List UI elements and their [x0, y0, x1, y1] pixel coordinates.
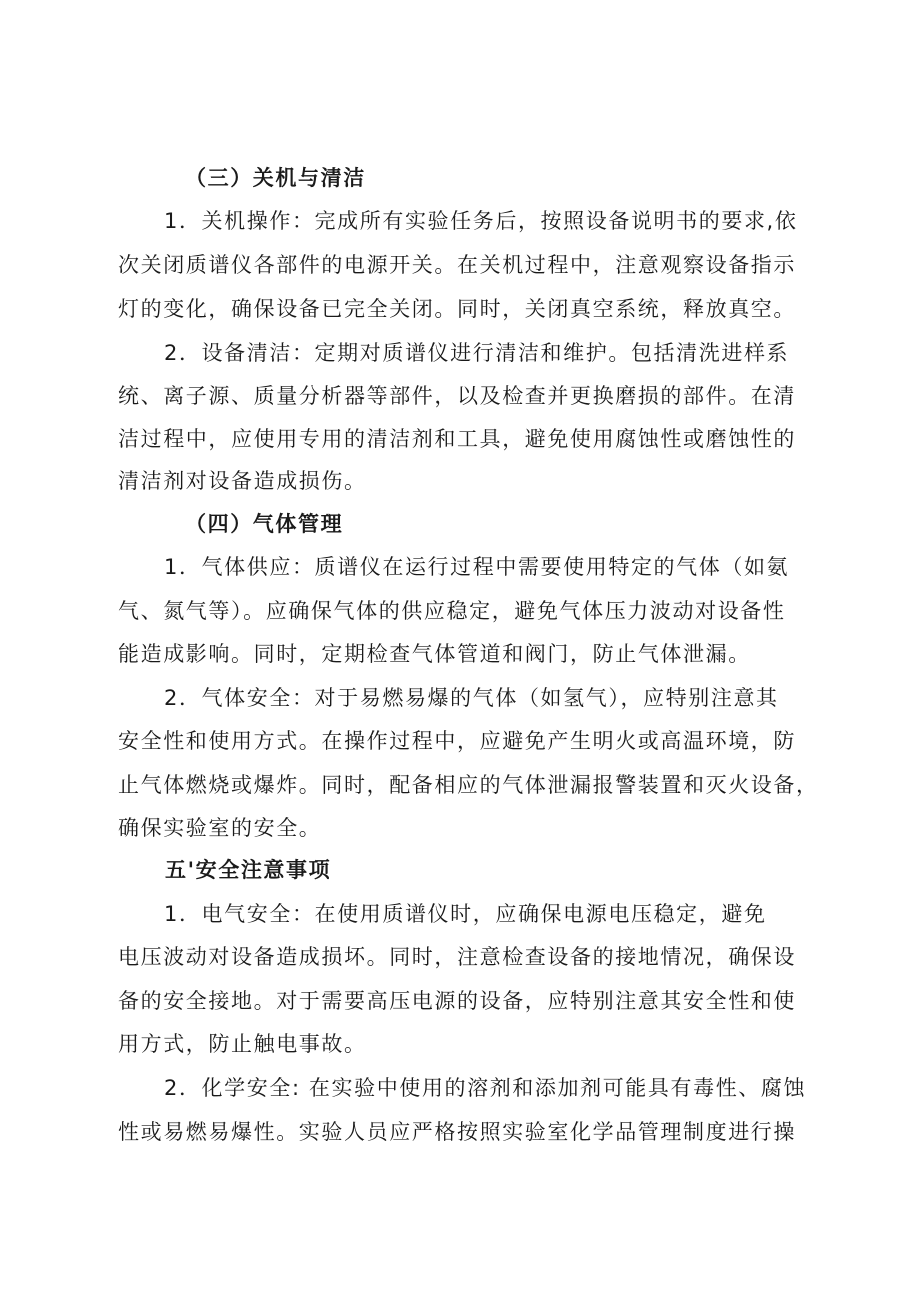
- section-5-item-1-line-4: 用方式，防止触电事故。: [118, 1032, 367, 1056]
- section-4-heading: （四）气体管理: [185, 512, 344, 536]
- section-3-heading: （三）关机与清洁: [185, 166, 366, 190]
- section-5-item-1-line-1: 1．电气安全：在使用质谱仪时，应确保电源电压稳定，避免: [164, 902, 767, 926]
- section-5-item-1-line-3: 备的安全接地。对于需要高压电源的设备，应特别注意其安全性和使: [118, 989, 796, 1013]
- section-3-item-1-line-2: 次关闭质谱仪各部件的电源开关。在关机过程中，注意观察设备指示: [118, 253, 796, 277]
- section-5-item-1-line-2: 电压波动对设备造成损坏。同时，注意检查设备的接地情况，确保设: [118, 945, 796, 969]
- section-4-item-1-line-2: 气、氮气等）。应确保气体的供应稳定，避免气体压力波动对设备性: [118, 599, 786, 623]
- section-3-item-2-line-2: 统、离子源、质量分析器等部件，以及检查并更换磨损的部件。在清: [118, 384, 796, 408]
- section-4-item-1-line-1: 1．气体供应：质谱仪在运行过程中需要使用特定的气体（如氨: [164, 555, 790, 579]
- section-4-item-2-line-2: 安全性和使用方式。在操作过程中，应避免产生明火或高温环境，防: [118, 729, 796, 753]
- section-3-item-2-line-3: 洁过程中，应使用专用的清洁剂和工具，避免使用腐蚀性或磨蚀性的: [118, 427, 796, 451]
- section-4-item-2-line-1: 2．气体安全：对于易燃易爆的气体（如氢气），应特别注意其: [164, 686, 779, 710]
- section-4-item-2-line-4: 确保实验室的安全。: [118, 816, 322, 840]
- section-3-item-1-line-1: 1．关机操作：完成所有实验任务后，按照设备说明书的要求,依: [164, 209, 798, 233]
- section-3-item-2-line-4: 清洁剂对设备造成损伤。: [118, 469, 367, 493]
- section-4-item-2-line-3: 止气体燃烧或爆炸。同时，配备相应的气体泄漏报警装置和灭火设备，: [118, 773, 819, 797]
- section-5-item-2-line-1: 2．化学安全: 在实验中使用的溶剂和添加剂可能具有毒性、腐蚀: [164, 1076, 807, 1100]
- section-3-item-1-line-3: 灯的变化，确保设备已完全关闭。同时，关闭真空系统，释放真空。: [118, 297, 796, 321]
- section-5-heading: 五'安全注意事项: [165, 858, 332, 882]
- section-5-item-2-line-2: 性或易燃易爆性。实验人员应严格按照实验室化学品管理制度进行操: [118, 1120, 796, 1144]
- section-4-item-1-line-3: 能造成影响。同时，定期检查气体管道和阀门，防止气体泄漏。: [118, 642, 751, 666]
- section-3-item-2-line-1: 2．设备清洁：定期对质谱仪进行清洁和维护。包括清洗进样系: [164, 341, 790, 365]
